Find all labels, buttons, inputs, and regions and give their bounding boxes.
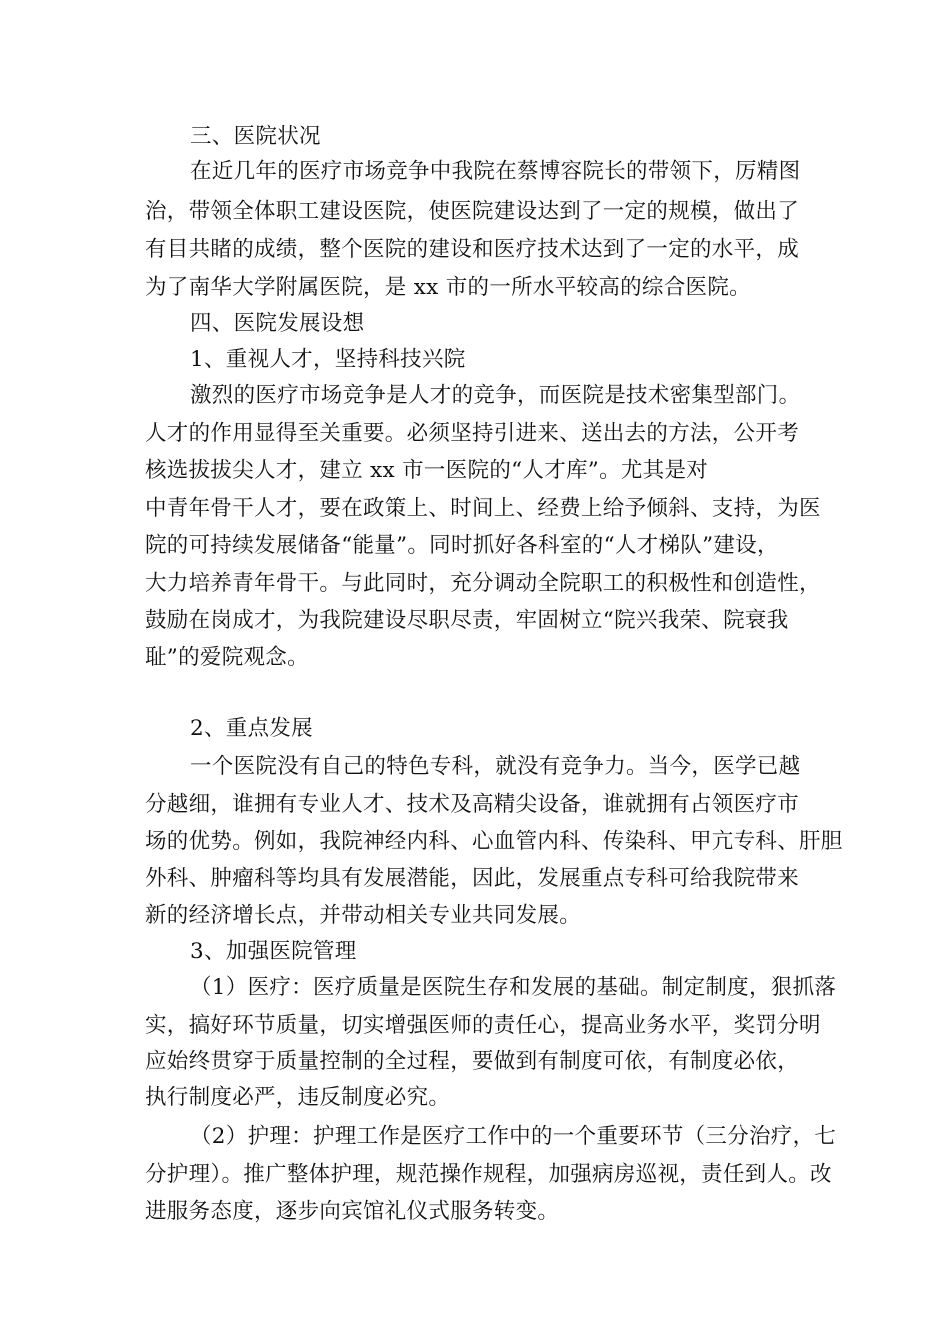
- paragraph-line: 进服务态度，逐步向宾馆礼仪式服务转变。: [145, 1199, 560, 1224]
- paragraph-line: 执行制度必严，违反制度必究。: [145, 1085, 451, 1110]
- paragraph-line: 在近几年的医疗市场竞争中我院在蔡博容院长的带领下，厉精图: [190, 159, 801, 184]
- paragraph-line: （1）医疗：医疗质量是医院生存和发展的基础。制定制度，狠抓落: [190, 975, 837, 1000]
- paragraph-line: 有目共睹的成绩，整个医院的建设和医疗技术达到了一定的水平，成: [145, 237, 800, 262]
- paragraph-line: 中青年骨干人才，要在政策上、时间上、经费上给予倾斜、支持，为医: [145, 496, 821, 521]
- section-heading-development-plan: 四、医院发展设想: [190, 311, 365, 336]
- paragraph-line: 实，搞好环节质量，切实增强医师的责任心，提高业务水平，奖罚分明: [145, 1013, 821, 1038]
- paragraph-line: 一个医院没有自己的特色专科，就没有竞争力。当今，医学已越: [190, 754, 801, 779]
- paragraph-line: 院的可持续发展储备“能量”。同时抓好各科室的“人才梯队”建设，: [145, 533, 779, 558]
- subheading-management: 3、加强医院管理: [190, 939, 357, 964]
- paragraph-line: 为了南华大学附属医院，是 xx 市的一所水平较高的综合医院。: [145, 275, 751, 300]
- paragraph-line: 应始终贯穿于质量控制的全过程，要做到有制度可依，有制度必依，: [145, 1049, 800, 1074]
- paragraph-line: 治，带领全体职工建设医院，使医院建设达到了一定的规模，做出了: [145, 199, 800, 224]
- paragraph-line: 大力培养青年骨干。与此同时，充分调动全院职工的积极性和创造性，: [145, 571, 821, 596]
- paragraph-line: 耻”的爱院观念。: [145, 645, 309, 670]
- paragraph-line: 分护理）。推广整体护理，规范操作规程，加强病房巡视，责任到人。改: [145, 1162, 832, 1187]
- subheading-talent: 1、重视人才，坚持科技兴院: [190, 347, 466, 372]
- paragraph-line: 激烈的医疗市场竞争是人才的竞争，而医院是技术密集型部门。: [190, 383, 801, 408]
- paragraph-line: 外科、肿瘤科等均具有发展潜能，因此，发展重点专科可给我院带来: [145, 866, 800, 891]
- paragraph-line: （2）护理：护理工作是医疗工作中的一个重要环节（三分治疗，七: [190, 1124, 837, 1149]
- subheading-key-development: 2、重点发展: [190, 716, 313, 741]
- paragraph-line: 核选拔拔尖人才，建立 xx 市一医院的“人才库”。尤其是对: [145, 458, 709, 483]
- paragraph-line: 新的经济增长点，并带动相关专业共同发展。: [145, 903, 582, 928]
- paragraph-line: 鼓励在岗成才，为我院建设尽职尽责，牢固树立“院兴我荣、院衰我: [145, 608, 789, 633]
- paragraph-line: 场的优势。例如，我院神经内科、心血管内科、传染科、甲亢专科、肝胆: [145, 829, 843, 854]
- paragraph-line: 人才的作用显得至关重要。必须坚持引进来、送出去的方法，公开考: [145, 421, 800, 446]
- paragraph-line: 分越细，谁拥有专业人才、技术及高精尖设备，谁就拥有占领医疗市: [145, 792, 800, 817]
- section-heading-hospital-status: 三、医院状况: [190, 124, 321, 149]
